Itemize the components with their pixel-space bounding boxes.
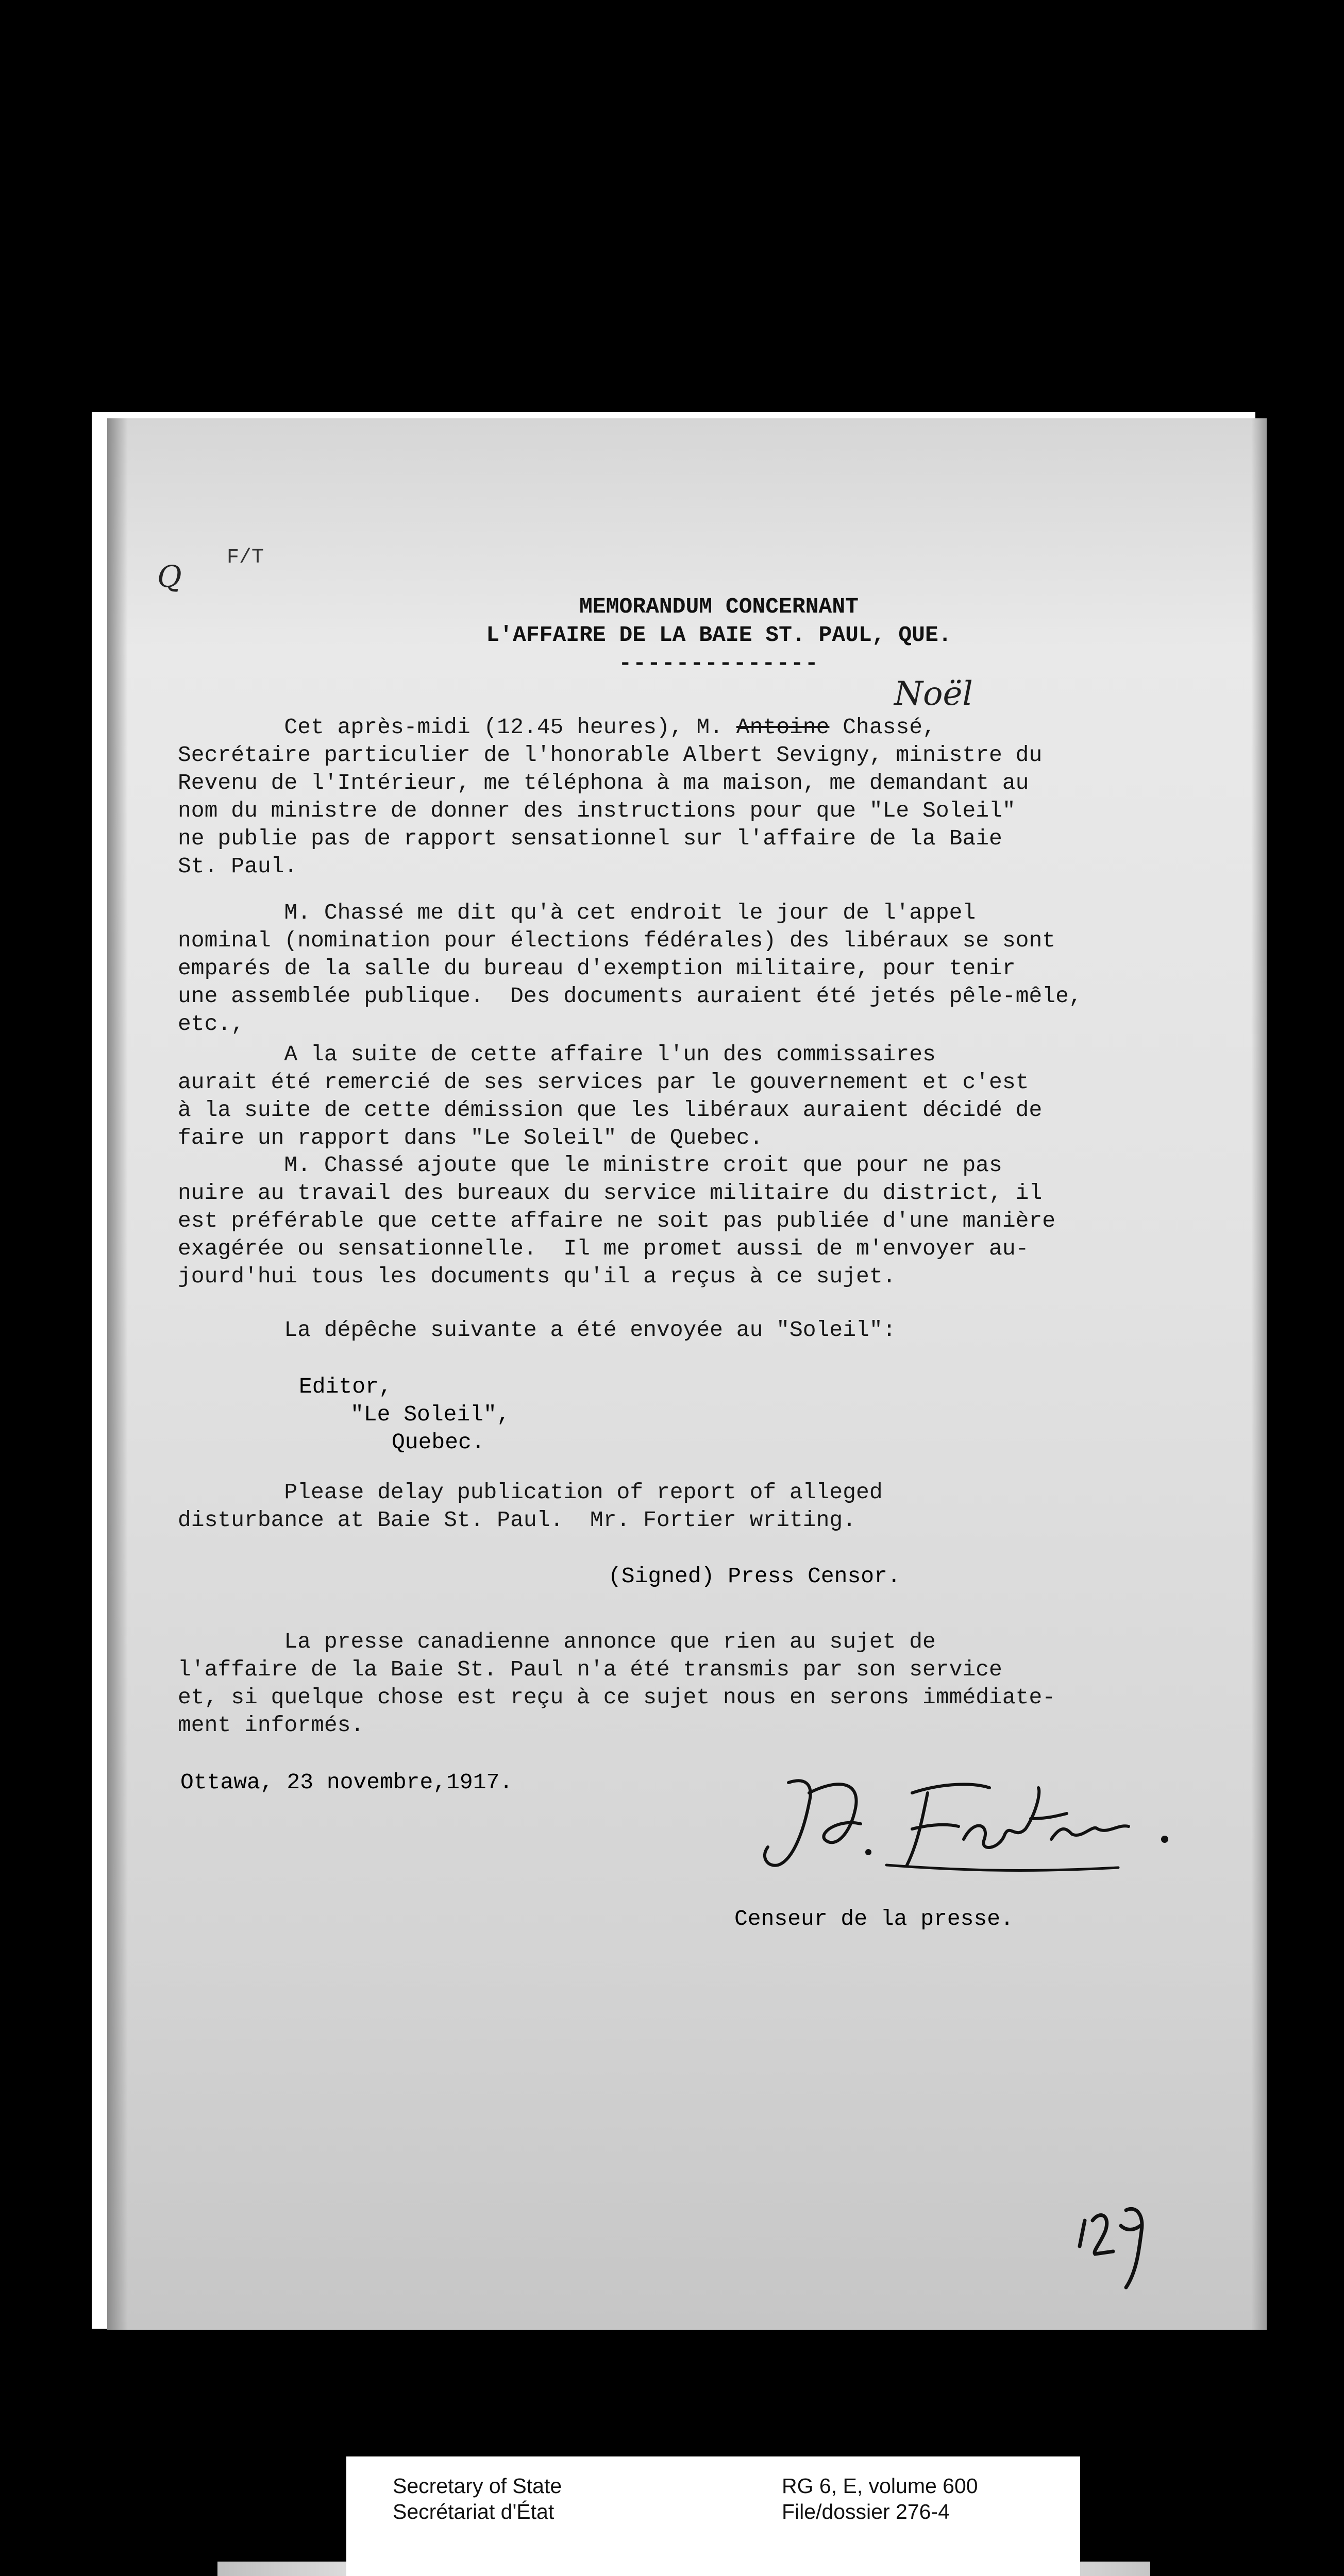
paragraph-3: A la suite de cette affaire l'un des commissaires aurait été remercié de ses services par le gouvernement et c'est à la suite de cette démission que les libéraux auraient décidé de faire un rapport dans "Le Soleil" de Quebec. [178,1042,1043,1150]
paragraph-7: La presse canadienne annonce que rien au sujet de l'affaire de la Baie St. Paul n'a été transmis par son service et, si quelque chose est reçu à ce sujet nous en serons immédiate- ment informés. [178,1629,1056,1738]
address-line-2: "Le Soleil", [350,1402,510,1427]
paragraph-1: Cet après-midi (12.45 heures), M. Antoine Chassé, Secrétaire particulier de l'honorable Albert Sevigny, ministre du Revenu de l'Intérieur, me téléphona à ma maison, me demandant au nom du ministre de donner des instructions pour que "Le Soleil" ne publie pas de rapport sensationnel sur l'affaire de la Baie St. Paul. [178,715,1043,879]
telegram-body: Please delay publication of report of alleged disturbance at Baie St. Paul. Mr. Fortier writing. [178,1480,883,1533]
struck-name: Antoine [736,715,830,740]
archive-volume: RG 6, E, volume 600 [782,2474,978,2498]
date-line: Ottawa, 23 novembre,1917. [180,1770,513,1795]
address-line-1: Editor, [299,1374,392,1399]
handwritten-signature [758,1762,1211,1886]
margin-handwritten-mark: Q [157,559,182,594]
memo-title-rule: -------------- [618,651,819,676]
memorandum-page [107,418,1267,2330]
signed-line: (Signed) Press Censor. [608,1564,901,1589]
memo-title-line1: MEMORANDUM CONCERNANT [579,594,859,619]
paragraph-2: M. Chassé me dit qu'à cet endroit le jour de l'appel nominal (nomination pour élections fédérales) des libéraux se sont emparés de la salle du bureau d'exemption militaire, pour tenir une assemblée publique. Des documents auraient été jetés pêle-mêle, etc., [178,900,1082,1037]
paragraph-4: M. Chassé ajoute que le ministre croit que pour ne pas nuire au travail des bureaux du service militaire du district, il est préférable que cette affaire ne soit pas publiée d'une manière exagérée ou sensationnelle. Il me promet aussi de m'envoyer au- jourd'hui tous les documents qu'il a reçus à ce sujet. [178,1153,1056,1289]
address-line-3: Quebec. [392,1430,485,1455]
handwritten-page-number [1069,2190,1152,2298]
handwritten-name-correction: Noël [894,675,973,713]
archive-reference-label [346,2456,1080,2576]
signer-title: Censeur de la presse. [734,1906,1014,1931]
memo-title [433,592,1005,677]
archive-reference [782,2473,978,2524]
memo-title-line2: L'AFFAIRE DE LA BAIE ST. PAUL, QUE. [486,622,952,648]
paragraph-5: La dépêche suivante a été envoyée au "Soleil": [178,1317,896,1343]
department-fr: Secrétariat d'État [393,2500,555,2523]
department-en: Secretary of State [393,2474,562,2498]
archive-department [393,2473,562,2524]
reference-mark: F/T [227,546,264,569]
archive-file: File/dossier 276-4 [782,2500,950,2523]
telegram-address [299,1373,510,1456]
